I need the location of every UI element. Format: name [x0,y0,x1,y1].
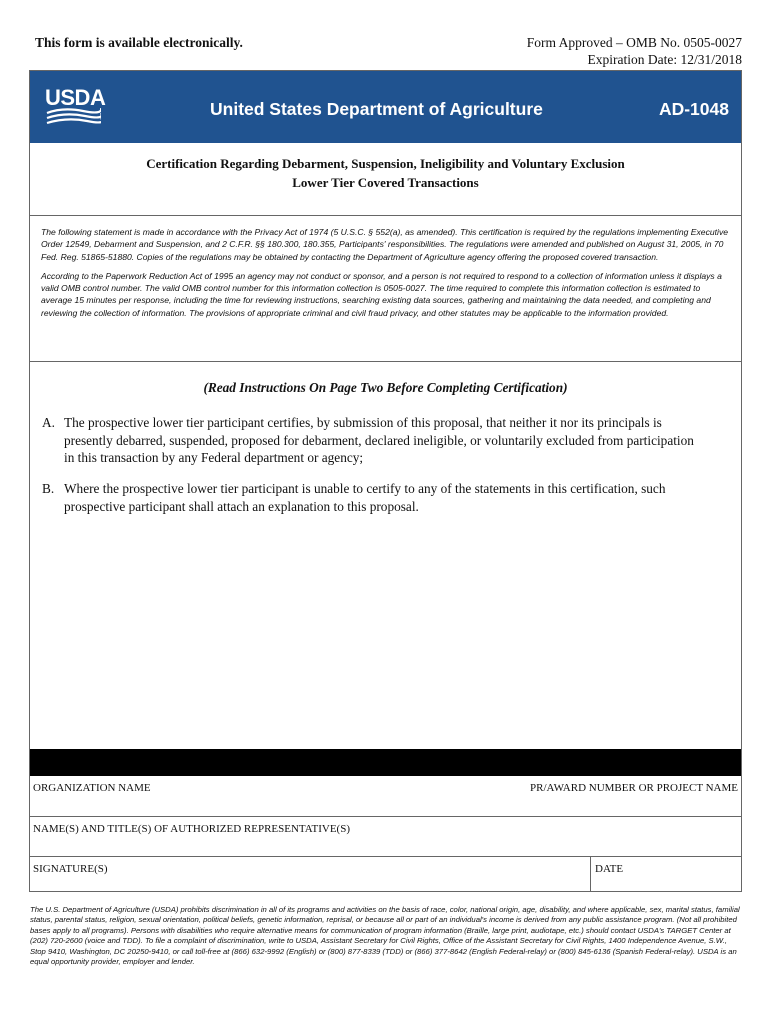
representative-row [30,817,741,857]
certification-form [29,70,742,892]
authorized-representative-field[interactable]: NAME(S) AND TITLE(S) OF AUTHORIZED REPRESENTATIVE(S) [33,823,350,835]
item-text: The prospective lower tier participant certifies, by submission of this proposal, that neither it nor its principals is presently debarred, suspended, proposed for debarment, declared ineligible, or voluntarily excluded from participation in this transaction by any Federal department or agency; [64,415,694,465]
signature-field[interactable]: SIGNATURE(S) [33,863,108,875]
usda-logo [45,85,106,127]
paperwork-reduction-paragraph: According to the Paperwork Reduction Act of 1995 an agency may not conduct or sponsor, and a person is not required to respond to a collection of information unless it displays a valid OMB control number. The valid OMB control number for this information collection is 0505-0027. The time required to complete this information collection is estimated to average 15 minutes per response, including the time for reviewing instructions, searching existing data sources, gathering and maintaining the data needed, and completing and reviewing the collection of information. The provisions of appropriate criminal and civil fraud privacy, and other statutes may be applicable to the information provided. [41,270,722,318]
usda-logo-hills-icon [45,87,101,127]
date-field[interactable]: DATE [595,863,624,875]
certification-item-a [42,414,702,467]
agency-banner [30,71,741,143]
item-letter: A. [42,415,55,430]
nondiscrimination-statement: The U.S. Department of Agriculture (USDA) prohibits discrimination in all of its programs and activities on the basis of race, color, national origin, age, disability, and where applicable, sex, marital status, familial status, parental status, religion, sexual orientation, political beliefs, genetic information, reprisal, or because all or part of an individual's income is derived from any public assistance program. (Not all prohibited bases apply to all programs). Persons with disabilities who require alternative means for communication of program information (Braille, large print, audiotape, etc.) should contact USDA's TARGET Center at (202) 720-2600 (voice and TDD). To file a complaint of discrimination, write to USDA, Assistant Secretary for Civil Rights, Office of the Assistant Secretary for Civil Rights, 1400 Independence Avenue, S.W., Stop 9410, Washington, DC 20250-9410, or call toll-free at (866) 632-9992 (English) or (800) 877-8339 (TDD) or (866) 377-8642 (English Federal-relay) or (800) 845-6136 (Spanish Federal-relay). USDA is an equal opportunity provider, employer and lender. [30,905,740,967]
certification-item-b [42,480,702,515]
omb-approval-line: Form Approved – OMB No. 0505-0027 [526,35,742,50]
availability-note: This form is available electronically. [35,35,243,50]
item-letter: B. [42,481,55,496]
privacy-statement [30,216,741,362]
field-divider [590,857,591,892]
expiration-line: Expiration Date: 12/31/2018 [587,52,742,67]
instructions-heading: (Read Instructions On Page Two Before Completing Certification) [203,380,568,395]
omb-info [527,34,742,68]
form-title-line1: Certification Regarding Debarment, Suspension, Ineligibility and Voluntary Exclusion [146,156,625,171]
form-title-line2: Lower Tier Covered Transactions [292,175,479,190]
award-number-field[interactable]: PR/AWARD NUMBER OR PROJECT NAME [530,782,738,794]
item-text: Where the prospective lower tier participant is unable to certify to any of the statements in this certification, such prospective participant shall attach an explanation to this proposal. [64,481,666,514]
section-divider-bar [30,749,741,776]
signature-row [30,857,741,892]
organization-name-field[interactable]: ORGANIZATION NAME [33,782,151,794]
agency-name: United States Department of Agriculture [210,99,543,119]
organization-row [30,776,741,817]
form-title [30,143,741,216]
usda-logo-text: USDA [45,85,106,110]
form-code: AD-1048 [658,99,729,119]
privacy-act-paragraph: The following statement is made in accordance with the Privacy Act of 1974 (5 U.S.C. § 552(a), as amended). This certification is required by the regulations implementing Executive Order 12549, Debarment and Suspension, and 2 C.F.R. §§ 180.300, 180.355, Participants' responsibilities. The regulations were amended and published on August 31, 2005, in 70 Fed. Reg. 51865-51880. Copies of the regulations may be obtained by contacting the Department of Agriculture agency offering the proposed covered transaction. [41,227,729,262]
